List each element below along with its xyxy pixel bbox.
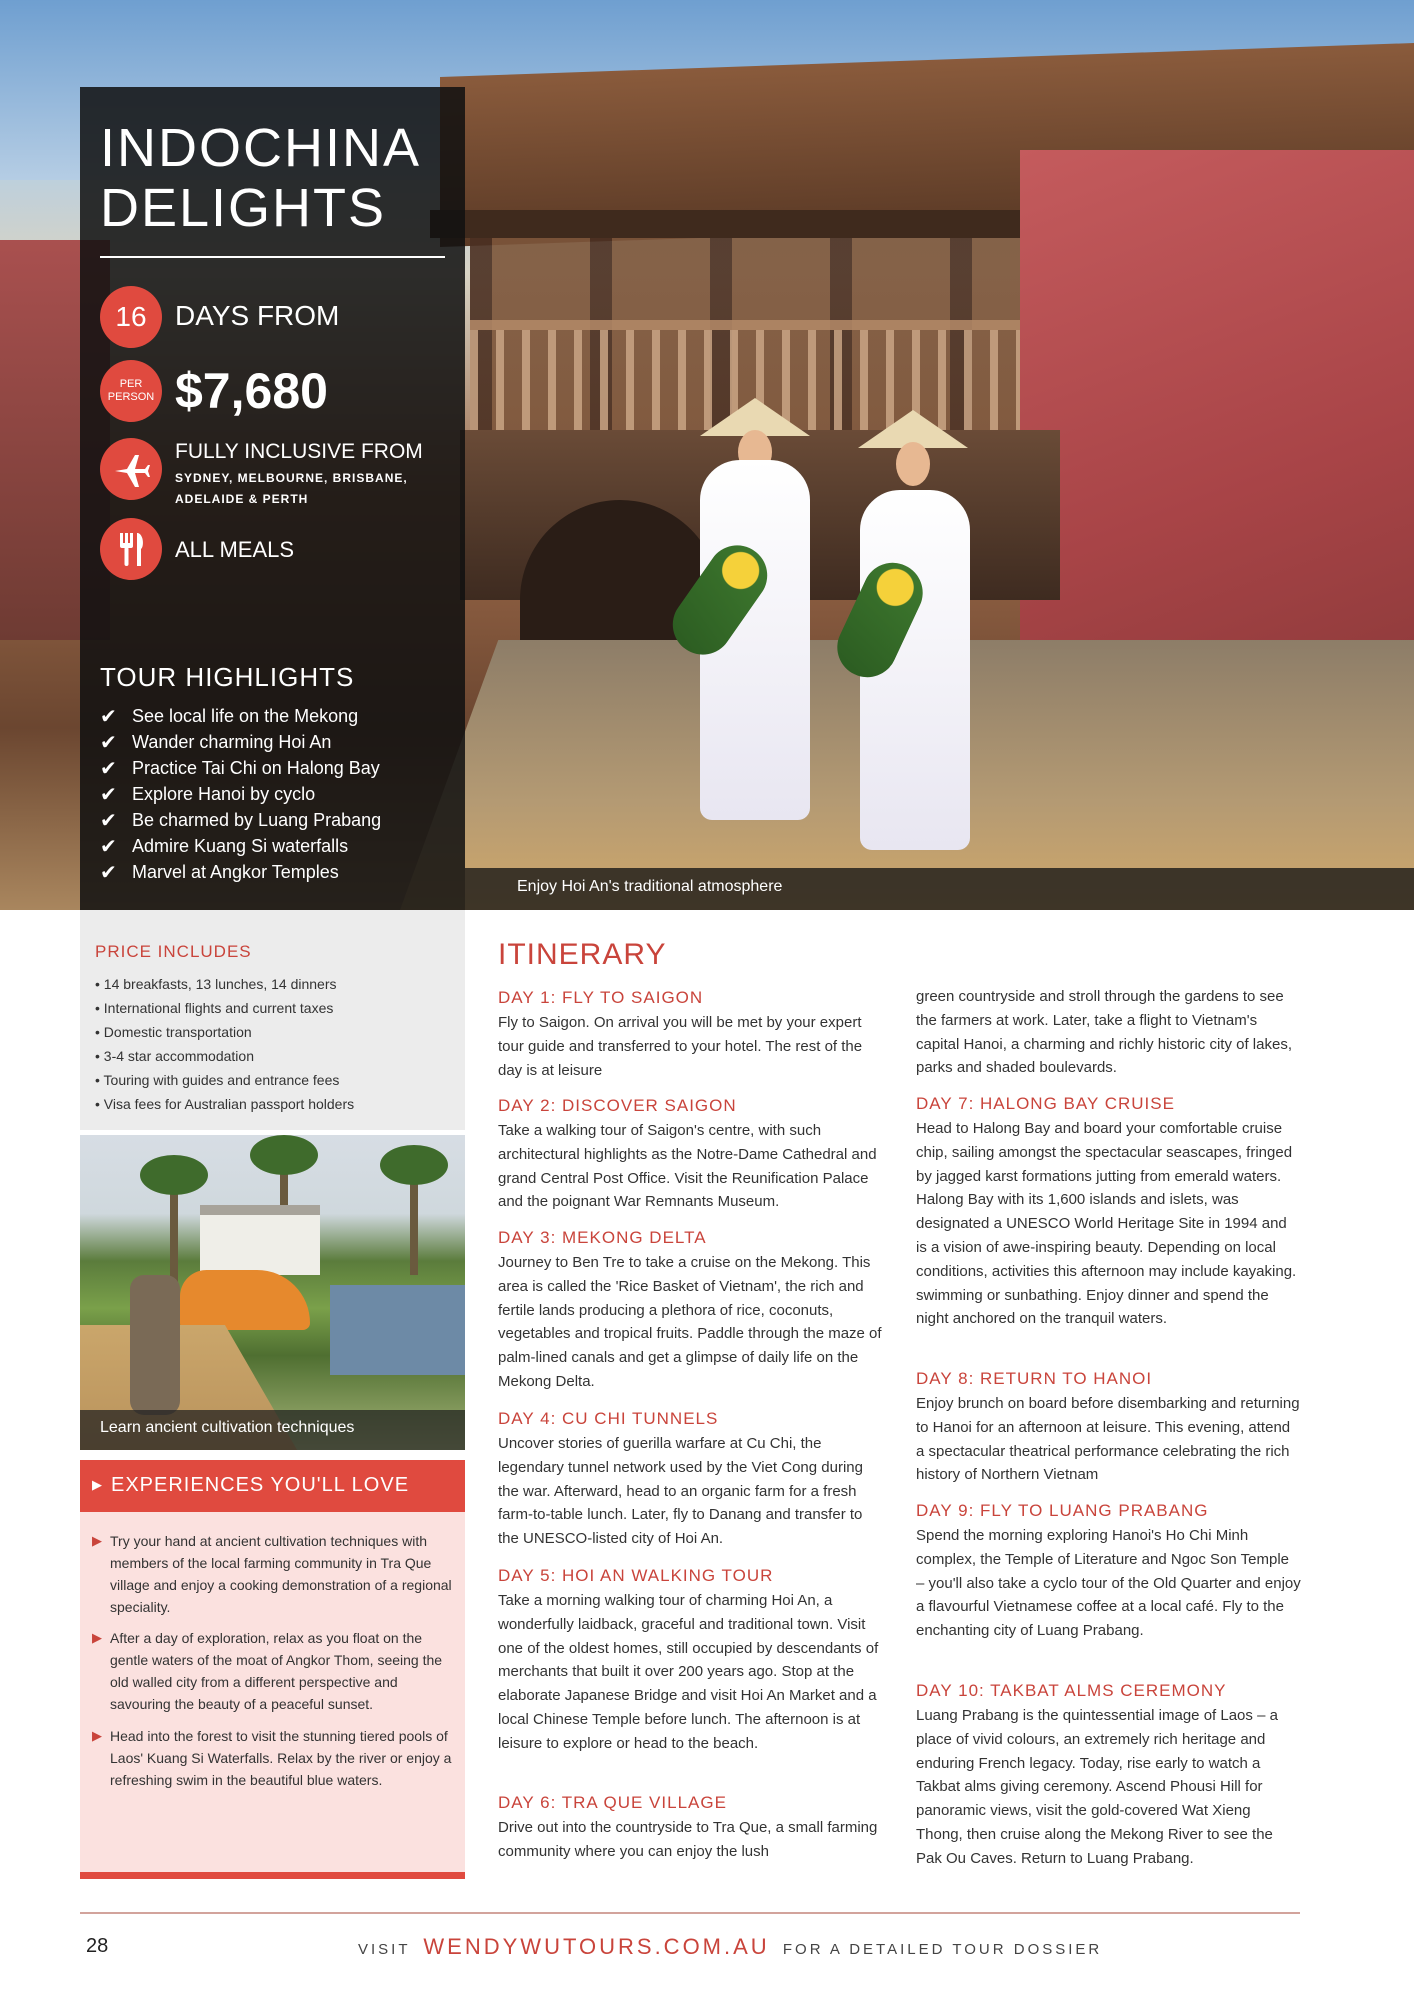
itinerary-day [498, 1095, 883, 1214]
itinerary-day [498, 1565, 883, 1756]
price-includes-item: • Domestic transportation [95, 1024, 252, 1040]
highlight-item: ✔ See local life on the Mekong [100, 705, 359, 728]
triangle-bullet-icon: ▶ [92, 1477, 103, 1492]
hero-caption: Enjoy Hoi An's traditional atmosphere [517, 878, 783, 895]
day-text: Spend the morning exploring Hanoi's Ho Chi Minh complex, the Temple of Literature and Ngoc Son Temple – you'll also take a cyclo tour of the Old Quarter and enjoy a flavourful Vietnamese coffee at a local café. Fly to the enchanting city of Luang Prabang. [916, 1527, 1301, 1640]
experience-item: ▶ Head into the forest to visit the stunning tiered pools of Laos' Kuang Si Waterfalls. Relax by the river or enjoy a refreshing swim in the beautiful blue waters. [92, 1725, 452, 1791]
per-person-badge: PER PERSON [100, 360, 162, 422]
days-label: DAYS FROM [175, 300, 340, 331]
day-heading: DAY 5: HOI AN WALKING TOUR [498, 1566, 774, 1585]
itinerary-day [498, 1227, 883, 1394]
tour-title-line1: INDOCHINA [100, 118, 422, 178]
highlight-item: ✔ Admire Kuang Si waterfalls [100, 835, 349, 858]
price-includes-list [95, 972, 354, 1116]
highlight-item: ✔ Explore Hanoi by cyclo [100, 783, 316, 806]
check-icon: ✔ [100, 809, 117, 832]
check-icon: ✔ [100, 757, 117, 780]
departure-cities: SYDNEY, MELBOURNE, BRISBANE, ADELAIDE & PERTH [175, 471, 408, 506]
tour-title-line2: DELIGHTS [100, 178, 387, 238]
day-heading: DAY 2: DISCOVER SAIGON [498, 1096, 737, 1115]
price-includes-item: • International flights and current taxes [95, 1000, 334, 1016]
itinerary-day [916, 1093, 1301, 1331]
price-includes-item: • 3-4 star accommodation [95, 1048, 254, 1064]
experiences-bottom-rule [80, 1872, 465, 1879]
itinerary-day [498, 1792, 883, 1864]
day6-continued: green countryside and stroll through the gardens to see the farmers at work. Later, take a flight to Vietnam's capital Hanoi, a charming and richly historic city of lakes, parks and shaded boulevards. [916, 988, 1292, 1077]
day-text: Luang Prabang is the quintessential image of Laos – a place of vivid colours, an extremely rich heritage and enduring French legacy. Today, rise early to watch a Takbat alms giving ceremony. Ascend Phousi Hill for panoramic views, visit the gold-covered Wat Xieng Thong, then cruise along the Mekong River to see the Pak Ou Caves. Return to Luang Prabang. [916, 1707, 1278, 1867]
highlight-item: ✔ Wander charming Hoi An [100, 731, 332, 754]
highlights-title: TOUR HIGHLIGHTS [100, 662, 355, 692]
highlights-list [100, 703, 381, 885]
page-number: 28 [86, 1935, 109, 1957]
footer-tail: FOR A DETAILED TOUR DOSSIER [782, 1941, 1103, 1958]
meals-label: ALL MEALS [175, 537, 295, 562]
triangle-bullet-icon: ▶ [92, 1533, 102, 1548]
day-heading: DAY 7: HALONG BAY CRUISE [916, 1094, 1175, 1113]
footer-visit: VISIT [358, 1941, 411, 1958]
itinerary-day [498, 987, 883, 1082]
experience-item: ▶ After a day of exploration, relax as you float on the gentle waters of the moat of Angkor Thom, seeing the old walled city from a different perspective and savouring the beauty of a peaceful sunset. [92, 1627, 452, 1715]
cutlery-icon [100, 518, 162, 580]
title-divider [100, 256, 445, 258]
day-heading: DAY 4: CU CHI TUNNELS [498, 1409, 719, 1428]
check-icon: ✔ [100, 783, 117, 806]
day-text: Head to Halong Bay and board your comfortable cruise chip, sailing amongst the spectacular seascapes, fringed by jagged karst formations jutting from emerald waters. Halong Bay with its 1,600 islands and islets, was designated a UNESCO World Heritage Site in 1994 and is a vision of awe-inspiring beauty. Depending on local conditions, activities this afternoon may include kayaking. swimming or sunbathing. Enjoy dinner and spend the night anchored on the tranquil waters. [916, 1120, 1297, 1328]
day-text: Take a morning walking tour of charming Hoi An, a wonderfully laidback, graceful and traditional town. Visit one of the oldest homes, still occupied by descendants of merchants that built it over 200 years ago. Stop at the elaborate Japanese Bridge and visit Hoi An Market and a local Chinese Temple before lunch. The afternoon is at leisure to explore or head to the beach. [498, 1592, 879, 1752]
inclusive-label: FULLY INCLUSIVE FROM [175, 440, 423, 463]
triangle-bullet-icon: ▶ [92, 1728, 102, 1743]
itinerary-title: ITINERARY [498, 938, 667, 971]
tour-price: $7,680 [175, 363, 328, 419]
itinerary-day [916, 1368, 1301, 1487]
day-heading: DAY 6: TRA QUE VILLAGE [498, 1793, 727, 1812]
check-icon: ✔ [100, 835, 117, 858]
day-heading: DAY 9: FLY TO LUANG PRABANG [916, 1501, 1209, 1520]
itinerary-day [916, 1500, 1301, 1643]
day-text: Enjoy brunch on board before disembarking and returning to Hanoi for an afternoon at leisure. This evening, attend a spectacular theatrical performance celebrating the rich history of Northern Vietnam [916, 1395, 1300, 1484]
price-includes-item: • Visa fees for Australian passport holders [95, 1096, 355, 1112]
plane-icon [100, 438, 162, 500]
day-text: Uncover stories of guerilla warfare at Cu Chi, the legendary tunnel network used by the Viet Cong during the war. Afterward, head to an organic farm for a fresh farm-to-table lunch. Later, fly to Danang and transfer to the UNESCO-listed city of Hoi An. [498, 1435, 863, 1548]
check-icon: ✔ [100, 861, 117, 884]
check-icon: ✔ [100, 705, 117, 728]
day-text: Journey to Ben Tre to take a cruise on the Mekong. This area is called the 'Rice Basket of Vietnam', the rich and fertile lands producing a plethora of rice, coconuts, vegetables and tropical fruits. Paddle through the maze of palm-lined canals and get a glimpse of daily life on the Mekong Delta. [498, 1254, 882, 1390]
website-link[interactable]: WENDYWUTOURS.COM.AU [423, 1934, 770, 1959]
tour-title [100, 118, 460, 238]
footer-promo [358, 1934, 1102, 1960]
farm-caption: Learn ancient cultivation techniques [100, 1419, 355, 1436]
day-heading: DAY 3: MEKONG DELTA [498, 1228, 707, 1247]
itinerary-day [916, 1680, 1301, 1871]
highlight-item: ✔ Be charmed by Luang Prabang [100, 809, 382, 832]
experiences-title: ▶ EXPERIENCES YOU'LL LOVE [92, 1474, 410, 1496]
day-heading: DAY 1: FLY TO SAIGON [498, 988, 704, 1007]
farm-photo [80, 1135, 465, 1450]
highlight-item: ✔ Practice Tai Chi on Halong Bay [100, 757, 380, 780]
price-includes-item: • Touring with guides and entrance fees [95, 1072, 340, 1088]
day-text: Drive out into the countryside to Tra Que, a small farming community where you can enjoy the lush [498, 1819, 878, 1860]
days-badge: 16 [100, 286, 162, 348]
day-heading: DAY 10: TAKBAT ALMS CEREMONY [916, 1681, 1227, 1700]
day-text: Fly to Saigon. On arrival you will be met by your expert tour guide and transferred to your hotel. The rest of the day is at leisure [498, 1014, 863, 1079]
day-heading: DAY 8: RETURN TO HANOI [916, 1369, 1153, 1388]
triangle-bullet-icon: ▶ [92, 1630, 102, 1645]
itinerary-day [498, 1408, 883, 1551]
check-icon: ✔ [100, 731, 117, 754]
footer-divider [80, 1912, 1300, 1914]
day-text: Take a walking tour of Saigon's centre, with such architectural highlights as the Notre-Dame Cathedral and grand Central Post Office. Visit the Reunification Palace and the poignant War Remnants Museum. [498, 1122, 877, 1211]
price-includes-title: PRICE INCLUDES [95, 942, 252, 961]
price-includes-item: • 14 breakfasts, 13 lunches, 14 dinners [95, 976, 337, 992]
experience-item: ▶ Try your hand at ancient cultivation techniques with members of the local farming community in Tra Que village and enjoy a cooking demonstration of a regional speciality. [92, 1530, 452, 1618]
highlight-item: ✔ Marvel at Angkor Temples [100, 861, 339, 884]
